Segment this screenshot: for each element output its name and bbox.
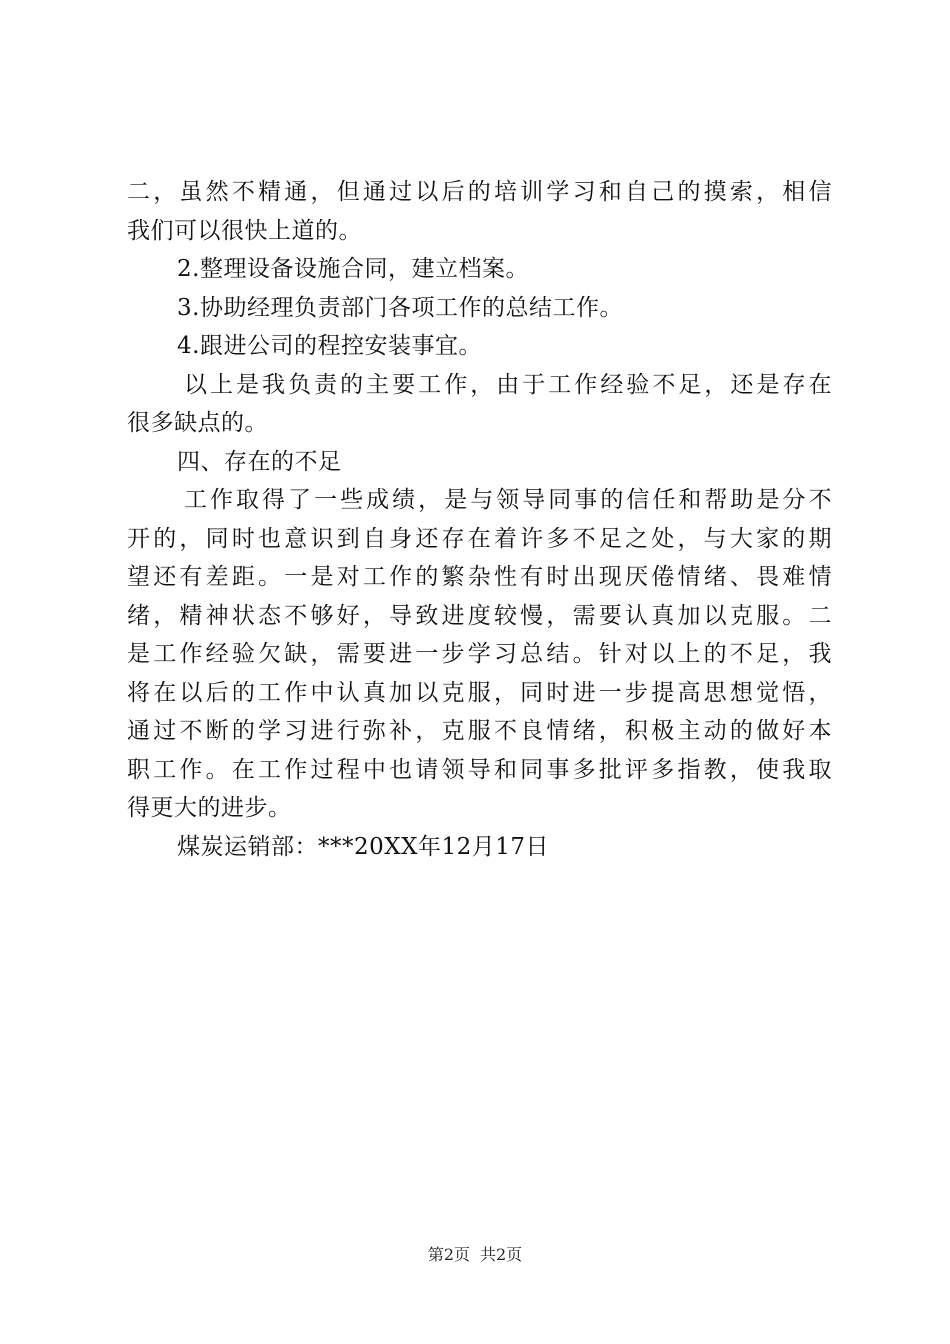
page-footer bbox=[0, 1243, 950, 1267]
paragraph-line: 开的，同时也意识到自身还存在着许多不足之处，与大家的期 bbox=[127, 525, 832, 552]
signature-line: 煤炭运销部：***20XX年12月17日 bbox=[177, 833, 550, 860]
paragraph-line: 望还有差距。一是对工作的繁杂性有时出现厌倦情绪、畏难情 bbox=[127, 564, 832, 590]
document-body bbox=[127, 173, 832, 866]
paragraph-line: 以上是我负责的主要工作，由于工作经验不足，还是存在 bbox=[184, 371, 832, 398]
page-number: 第2页 bbox=[427, 1245, 470, 1264]
paragraph-line: 我们可以很快上道的。 bbox=[127, 217, 362, 244]
paragraph-line: 将在以后的工作中认真加以克服，同时进一步提高思想觉悟， bbox=[127, 679, 832, 706]
section-heading: 四、存在的不足 bbox=[177, 448, 342, 475]
paragraph-line: 绪，精神状态不够好，导致进度较慢，需要认真加以克服。二 bbox=[127, 602, 832, 629]
list-item: 4.跟进公司的程控安装事宜。 bbox=[177, 333, 482, 359]
page-total: 共2页 bbox=[480, 1245, 523, 1264]
paragraph-line: 工作取得了一些成绩，是与领导同事的信任和帮助是分不 bbox=[184, 487, 832, 513]
paragraph-line: 二，虽然不精通，但通过以后的培训学习和自己的摸索，相信 bbox=[127, 179, 832, 205]
paragraph-line: 得更大的进步。 bbox=[127, 795, 292, 821]
paragraph-line: 是工作经验欠缺，需要进一步学习总结。针对以上的不足，我 bbox=[127, 641, 832, 667]
list-item: 2.整理设备设施合同，建立档案。 bbox=[177, 256, 529, 282]
paragraph-line: 很多缺点的。 bbox=[127, 410, 268, 436]
list-item: 3.协助经理负责部门各项工作的总结工作。 bbox=[177, 294, 623, 321]
paragraph-line: 职工作。在工作过程中也请领导和同事多批评多指教，使我取 bbox=[127, 756, 832, 783]
paragraph-line: 通过不断的学习进行弥补，克服不良情绪，积极主动的做好本 bbox=[127, 718, 832, 744]
